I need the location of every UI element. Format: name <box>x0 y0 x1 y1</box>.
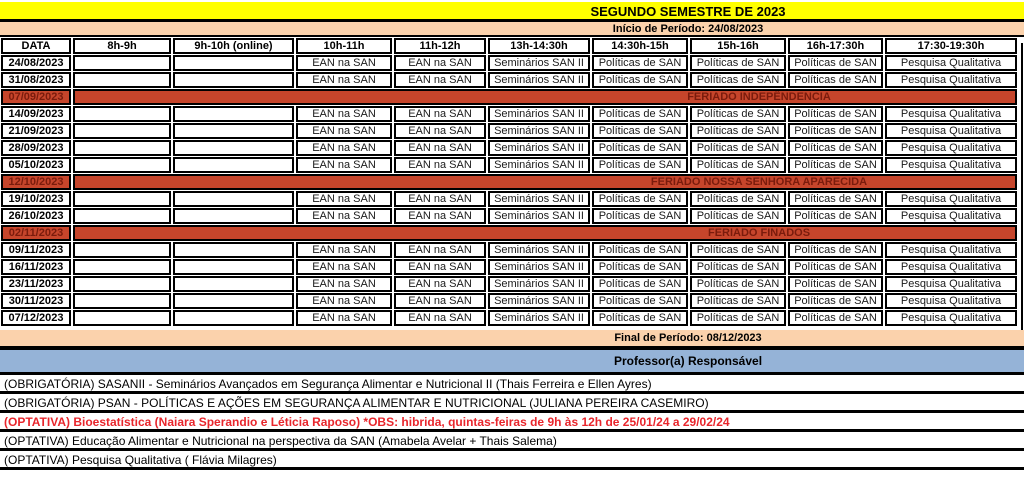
schedule-cell: Políticas de SAN <box>592 55 688 71</box>
schedule-cell: Políticas de SAN <box>690 191 786 207</box>
schedule-cell: EAN na SAN <box>394 106 486 122</box>
schedule-cell: Políticas de SAN <box>690 276 786 292</box>
schedule-cell: Políticas de SAN <box>690 310 786 326</box>
schedule-cell: Políticas de SAN <box>592 208 688 224</box>
date-cell: 30/11/2023 <box>1 293 71 309</box>
column-header: 10h-11h <box>296 38 392 54</box>
schedule-cell: Pesquisa Qualitativa <box>885 55 1017 71</box>
schedule-cell: Seminários SAN II <box>488 106 590 122</box>
schedule-cell: EAN na SAN <box>394 157 486 173</box>
schedule-cell: Políticas de SAN <box>788 208 883 224</box>
schedule-cell: Pesquisa Qualitativa <box>885 310 1017 326</box>
schedule-cell: EAN na SAN <box>296 242 392 258</box>
schedule-cell <box>73 293 171 309</box>
schedule-cell <box>73 276 171 292</box>
period-start-label: Início de Período: 24/08/2023 <box>612 23 764 35</box>
column-header: DATA <box>1 38 71 54</box>
schedule-cell <box>73 123 171 139</box>
column-header: 11h-12h <box>394 38 486 54</box>
period-start-bar <box>0 22 1024 37</box>
period-end-label: Final de Período: 08/12/2023 <box>614 332 762 344</box>
schedule-cell <box>73 106 171 122</box>
column-header: 13h-14:30h <box>488 38 590 54</box>
schedule-cell <box>73 242 171 258</box>
schedule-cell: Políticas de SAN <box>690 259 786 275</box>
schedule-cell: Políticas de SAN <box>788 259 883 275</box>
schedule-cell <box>173 140 294 156</box>
schedule-cell: Pesquisa Qualitativa <box>885 293 1017 309</box>
schedule-cell <box>173 157 294 173</box>
semester-title-bar <box>0 2 1024 22</box>
schedule-cell <box>73 157 171 173</box>
schedule-cell: Políticas de SAN <box>788 140 883 156</box>
schedule-cell: EAN na SAN <box>296 106 392 122</box>
column-header: 16h-17:30h <box>788 38 883 54</box>
schedule-cell: Políticas de SAN <box>788 310 883 326</box>
date-cell: 16/11/2023 <box>1 259 71 275</box>
schedule-cell <box>73 140 171 156</box>
column-header: 15h-16h <box>690 38 786 54</box>
schedule-cell <box>173 310 294 326</box>
column-header: 14:30h-15h <box>592 38 688 54</box>
schedule-cell: EAN na SAN <box>394 242 486 258</box>
schedule-cell: EAN na SAN <box>394 191 486 207</box>
schedule-cell: EAN na SAN <box>394 208 486 224</box>
schedule-cell: Políticas de SAN <box>592 293 688 309</box>
schedule-cell: EAN na SAN <box>296 293 392 309</box>
date-cell: 14/09/2023 <box>1 106 71 122</box>
column-header: 17:30-19:30h <box>885 38 1017 54</box>
schedule-cell: Políticas de SAN <box>690 157 786 173</box>
schedule-cell: Seminários SAN II <box>488 208 590 224</box>
schedule-cell <box>173 208 294 224</box>
schedule-cell: Pesquisa Qualitativa <box>885 106 1017 122</box>
schedule-cell: EAN na SAN <box>394 310 486 326</box>
schedule-cell: Políticas de SAN <box>592 310 688 326</box>
date-cell: 05/10/2023 <box>1 157 71 173</box>
schedule-cell: EAN na SAN <box>394 55 486 71</box>
date-cell: 24/08/2023 <box>1 55 71 71</box>
schedule-cell <box>173 55 294 71</box>
schedule-cell: Políticas de SAN <box>690 208 786 224</box>
schedule-cell: EAN na SAN <box>394 140 486 156</box>
schedule-cell <box>73 208 171 224</box>
schedule-cell: Políticas de SAN <box>690 72 786 88</box>
schedule-cell: Políticas de SAN <box>690 242 786 258</box>
schedule-cell <box>73 72 171 88</box>
holiday-banner: FERIADO NOSSA SENHORA APARECIDA <box>73 174 1017 190</box>
schedule-cell <box>173 259 294 275</box>
schedule-cell: Seminários SAN II <box>488 259 590 275</box>
course-row: (OPTATIVA) Pesquisa Qualitativa ( Flávia Milagres) <box>0 451 1024 470</box>
schedule-cell: Políticas de SAN <box>690 55 786 71</box>
schedule-cell: Seminários SAN II <box>488 310 590 326</box>
schedule-cell: Pesquisa Qualitativa <box>885 72 1017 88</box>
date-cell: 28/09/2023 <box>1 140 71 156</box>
schedule-cell: EAN na SAN <box>296 208 392 224</box>
course-row: (OPTATIVA) Bioestatística (Naiara Sperandio e Léticia Raposo) *OBS: hibrida, quintas-feiras de 9h às 12h de 25/01/24 a 29/02/24 <box>0 413 1024 432</box>
schedule-cell: EAN na SAN <box>394 72 486 88</box>
schedule-cell <box>173 293 294 309</box>
schedule-cell: Pesquisa Qualitativa <box>885 276 1017 292</box>
schedule-cell: Pesquisa Qualitativa <box>885 208 1017 224</box>
schedule-cell: EAN na SAN <box>394 259 486 275</box>
schedule-cell: Políticas de SAN <box>788 293 883 309</box>
schedule-cell: Políticas de SAN <box>690 123 786 139</box>
schedule-cell: Políticas de SAN <box>592 157 688 173</box>
schedule-cell: Políticas de SAN <box>788 242 883 258</box>
schedule-cell: Políticas de SAN <box>592 106 688 122</box>
schedule-grid <box>1 38 1024 326</box>
schedule-cell: Políticas de SAN <box>690 140 786 156</box>
semester-title: SEGUNDO SEMESTRE DE 2023 <box>590 4 786 19</box>
holiday-banner: FERIADO FINADOS <box>73 225 1017 241</box>
holiday-banner: FERIADO INDEPÊNDENCIA <box>73 89 1017 105</box>
schedule-cell: Seminários SAN II <box>488 293 590 309</box>
schedule-cell: EAN na SAN <box>394 276 486 292</box>
course-row: (OBRIGATÓRIA) SASANII - Seminários Avançados em Segurança Alimentar e Nutricional II (Thais Ferreira e Ellen Ayres) <box>0 375 1024 394</box>
schedule-cell: EAN na SAN <box>296 157 392 173</box>
schedule-cell <box>173 242 294 258</box>
schedule-cell: Seminários SAN II <box>488 140 590 156</box>
schedule-cell <box>73 55 171 71</box>
professor-header-label: Professor(a) Responsável <box>613 354 763 368</box>
grid-right-edge <box>1021 43 1023 332</box>
schedule-cell: Políticas de SAN <box>788 72 883 88</box>
schedule-cell: Políticas de SAN <box>788 106 883 122</box>
schedule-cell: Seminários SAN II <box>488 242 590 258</box>
schedule-cell: Políticas de SAN <box>592 259 688 275</box>
schedule-cell: Políticas de SAN <box>788 157 883 173</box>
schedule-cell: Seminários SAN II <box>488 191 590 207</box>
schedule-cell: Pesquisa Qualitativa <box>885 140 1017 156</box>
date-cell: 19/10/2023 <box>1 191 71 207</box>
schedule-cell: EAN na SAN <box>394 293 486 309</box>
schedule-cell: Políticas de SAN <box>690 293 786 309</box>
schedule-cell: Pesquisa Qualitativa <box>885 242 1017 258</box>
schedule-cell: EAN na SAN <box>296 72 392 88</box>
schedule-cell: Pesquisa Qualitativa <box>885 191 1017 207</box>
date-cell: 26/10/2023 <box>1 208 71 224</box>
schedule-cell: Políticas de SAN <box>592 72 688 88</box>
period-end-bar <box>0 330 1024 346</box>
schedule-cell: Políticas de SAN <box>788 55 883 71</box>
date-cell: 07/09/2023 <box>1 89 71 105</box>
schedule-cell: Políticas de SAN <box>788 123 883 139</box>
column-header: 9h-10h (online) <box>173 38 294 54</box>
schedule-cell: Políticas de SAN <box>592 242 688 258</box>
schedule-cell: Seminários SAN II <box>488 123 590 139</box>
schedule-cell <box>173 123 294 139</box>
schedule-cell: Políticas de SAN <box>788 276 883 292</box>
schedule-cell: Políticas de SAN <box>592 123 688 139</box>
schedule-cell: Pesquisa Qualitativa <box>885 123 1017 139</box>
schedule-cell: EAN na SAN <box>296 191 392 207</box>
schedule-cell: Políticas de SAN <box>690 106 786 122</box>
schedule-cell: Políticas de SAN <box>592 140 688 156</box>
schedule-cell: EAN na SAN <box>394 123 486 139</box>
date-cell: 21/09/2023 <box>1 123 71 139</box>
schedule-cell: Políticas de SAN <box>592 191 688 207</box>
date-cell: 02/11/2023 <box>1 225 71 241</box>
schedule-cell: Seminários SAN II <box>488 72 590 88</box>
schedule-cell <box>173 106 294 122</box>
schedule-cell: Seminários SAN II <box>488 55 590 71</box>
date-cell: 12/10/2023 <box>1 174 71 190</box>
schedule-cell <box>173 191 294 207</box>
schedule-cell: EAN na SAN <box>296 276 392 292</box>
schedule-cell: EAN na SAN <box>296 259 392 275</box>
schedule-cell: Políticas de SAN <box>592 276 688 292</box>
schedule-cell: Políticas de SAN <box>788 191 883 207</box>
schedule-cell: EAN na SAN <box>296 310 392 326</box>
schedule-cell: Seminários SAN II <box>488 157 590 173</box>
schedule-cell <box>73 191 171 207</box>
date-cell: 23/11/2023 <box>1 276 71 292</box>
schedule-cell: EAN na SAN <box>296 140 392 156</box>
schedule-cell: EAN na SAN <box>296 123 392 139</box>
schedule-cell: EAN na SAN <box>296 55 392 71</box>
schedule-cell: Pesquisa Qualitativa <box>885 157 1017 173</box>
course-row: (OBRIGATÓRIA) PSAN - POLÍTICAS E AÇÕES EM SEGURANÇA ALIMENTAR E NUTRICIONAL (JULIANA PEREIRA CASEMIRO) <box>0 394 1024 413</box>
column-header: 8h-9h <box>73 38 171 54</box>
schedule-cell <box>73 310 171 326</box>
schedule-cell <box>173 276 294 292</box>
date-cell: 07/12/2023 <box>1 310 71 326</box>
course-list <box>0 375 1024 470</box>
course-row: (OPTATIVA) Educação Alimentar e Nutricional na perspectiva da SAN (Amabela Avelar + Thais Salema) <box>0 432 1024 451</box>
schedule-cell: Pesquisa Qualitativa <box>885 259 1017 275</box>
date-cell: 31/08/2023 <box>1 72 71 88</box>
schedule-cell: Seminários SAN II <box>488 276 590 292</box>
schedule-cell <box>73 259 171 275</box>
schedule-cell <box>173 72 294 88</box>
date-cell: 09/11/2023 <box>1 242 71 258</box>
professor-header-bar <box>0 350 1024 372</box>
